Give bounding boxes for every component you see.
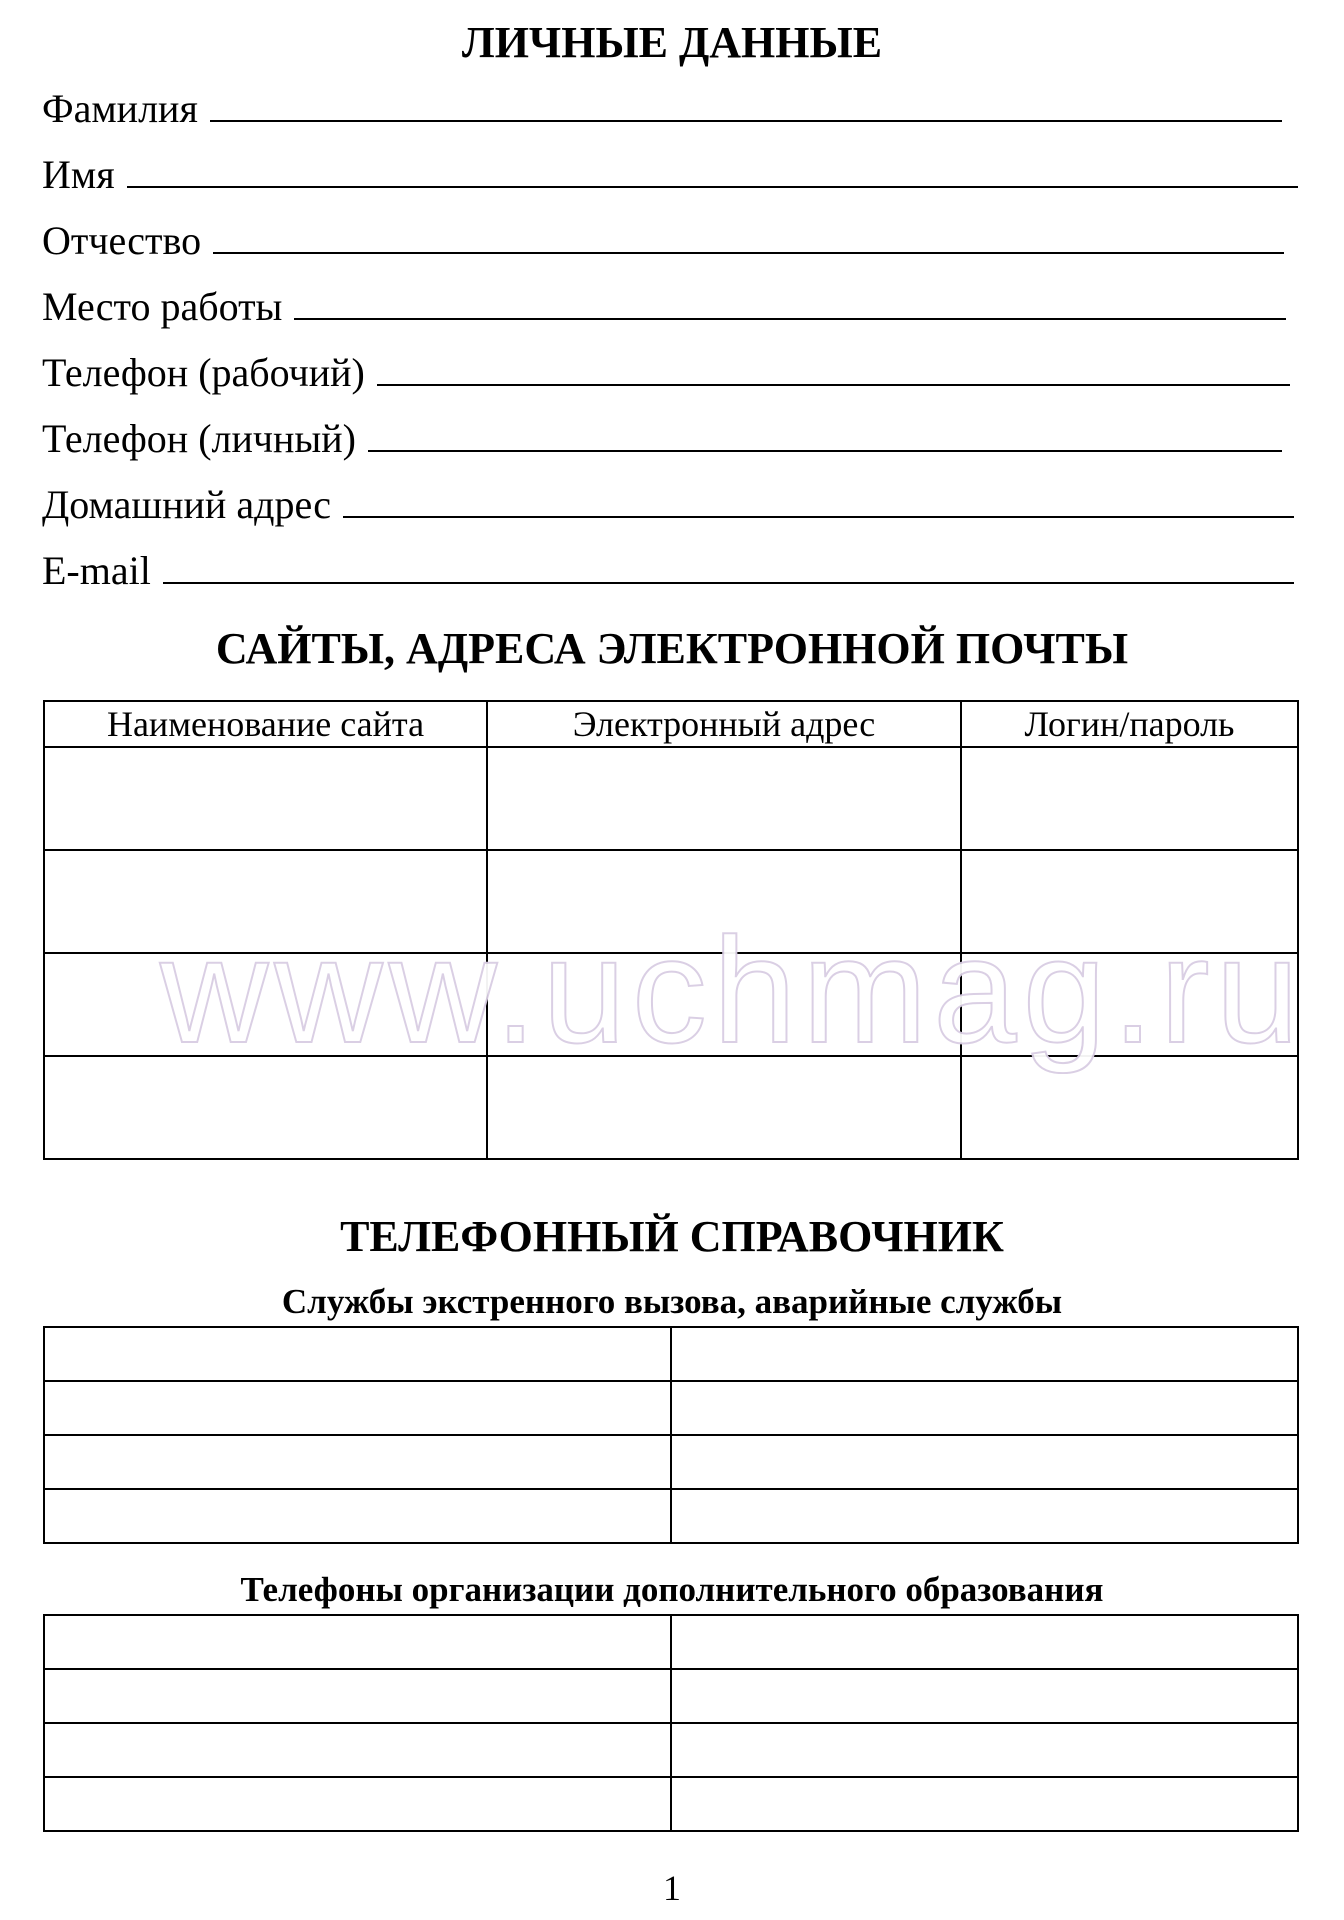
table-cell[interactable] [44, 1777, 671, 1831]
field-input-line[interactable] [127, 146, 1298, 188]
field-label: Фамилия [42, 86, 198, 131]
table-row [44, 1723, 1298, 1777]
field-label: Имя [42, 152, 115, 197]
field-email[interactable] [42, 542, 1294, 592]
field-surname[interactable] [42, 80, 1282, 130]
column-header-email: Электронный адрес [487, 701, 961, 747]
table-row [44, 1327, 1298, 1381]
table-cell[interactable] [671, 1723, 1298, 1777]
field-label: E-mail [42, 548, 151, 593]
table-cell[interactable] [671, 1435, 1298, 1489]
table-row [44, 1381, 1298, 1435]
field-input-line[interactable] [343, 476, 1294, 518]
field-phone-personal[interactable] [42, 410, 1282, 460]
table-cell[interactable] [44, 1435, 671, 1489]
emergency-services-subtitle: Службы экстренного вызова, аварийные службы [281, 1282, 1063, 1321]
column-header-site-name: Наименование сайта [44, 701, 487, 747]
table-row [44, 1777, 1298, 1831]
sites-title: САЙТЫ, АДРЕСА ЭЛЕКТРОННОЙ ПОЧТЫ [215, 624, 1129, 673]
field-phone-work[interactable] [42, 344, 1290, 394]
emergency-services-table [43, 1326, 1299, 1544]
field-input-line[interactable] [294, 278, 1286, 320]
field-label: Место работы [42, 284, 283, 329]
table-row [44, 1615, 1298, 1669]
field-input-line[interactable] [377, 344, 1290, 386]
table-cell[interactable] [961, 747, 1298, 850]
field-input-line[interactable] [368, 410, 1282, 452]
field-name[interactable] [42, 146, 1298, 196]
field-label: Телефон (рабочий) [42, 350, 365, 395]
field-input-line[interactable] [213, 212, 1284, 254]
education-phones-table [43, 1614, 1299, 1832]
table-row [44, 1435, 1298, 1489]
field-label: Отчество [42, 218, 202, 263]
table-cell[interactable] [44, 1723, 671, 1777]
field-workplace[interactable] [42, 278, 1286, 328]
table-cell[interactable] [671, 1327, 1298, 1381]
table-cell[interactable] [671, 1777, 1298, 1831]
table-row [44, 1489, 1298, 1543]
field-patronymic[interactable] [42, 212, 1284, 262]
field-input-line[interactable] [163, 542, 1294, 584]
table-cell[interactable] [44, 1489, 671, 1543]
table-cell[interactable] [487, 747, 961, 850]
column-header-login-password: Логин/пароль [961, 701, 1298, 747]
table-cell[interactable] [671, 1669, 1298, 1723]
table-cell[interactable] [671, 1381, 1298, 1435]
field-input-line[interactable] [210, 80, 1282, 122]
personal-data-title: ЛИЧНЫЕ ДАННЫЕ [461, 18, 883, 67]
field-label: Домашний адрес [42, 482, 331, 527]
field-label: Телефон (личный) [42, 416, 357, 461]
table-cell[interactable] [44, 1615, 671, 1669]
table-cell[interactable] [44, 1381, 671, 1435]
phonebook-title: ТЕЛЕФОННЫЙ СПРАВОЧНИК [340, 1212, 1004, 1261]
table-row [44, 1669, 1298, 1723]
page-number: 1 [663, 1868, 681, 1908]
table-cell[interactable] [44, 747, 487, 850]
education-phones-subtitle: Телефоны организации дополнительного образования [240, 1570, 1104, 1609]
table-row [44, 747, 1298, 850]
table-cell[interactable] [671, 1489, 1298, 1543]
table-cell[interactable] [671, 1615, 1298, 1669]
table-cell[interactable] [44, 1327, 671, 1381]
watermark: www.uchmag.ru [160, 906, 1306, 1074]
table-cell[interactable] [44, 1669, 671, 1723]
field-home-address[interactable] [42, 476, 1294, 526]
table-header-row [44, 701, 1298, 747]
